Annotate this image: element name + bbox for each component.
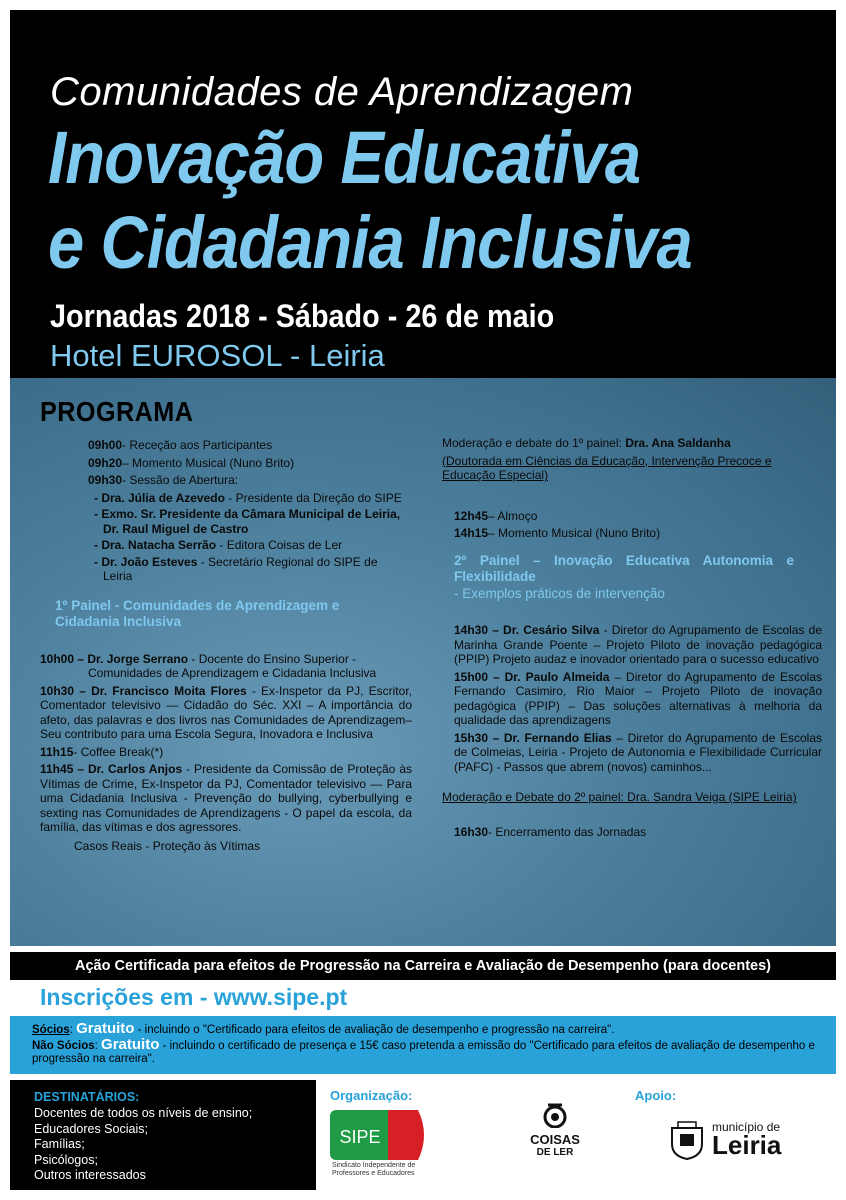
speaker-name: – Dr. Carlos Anjos [73,762,183,776]
opening-speaker [40,555,412,584]
item-text: – Diretor do Agrupamento de Escolas de Colmeias, Leiria - Projeto de Autonomia e Flexibilidade Curricular (PAFC) - Passos que abrem (novos) caminhos... [454,730,822,774]
time: 10h00 [40,651,75,666]
time: 12h45 [454,508,489,523]
header-banner [10,10,836,378]
item-text: - Receção aos Participantes [122,438,273,452]
time: 15h00 [454,669,489,684]
item-text: - Sessão de Abertura: [122,473,239,487]
time: 09h20 [88,455,123,470]
speaker-name: – Dr. Paulo Almeida [488,669,610,684]
footer [10,1080,836,1190]
schedule-item [40,438,412,453]
crest-icon [668,1120,706,1160]
time: 10h30 [40,683,75,698]
speaker-role-2: Leiria [103,569,133,583]
speaker-name: – Dr. Cesário Silva [488,623,600,637]
speaker-role: - Secretário Regional do SIPE de [197,554,378,569]
speaker-name: – Dr. Jorge Serrano [74,651,189,666]
fee-text: - incluindo o "Certificado para efeitos de avaliação de desempenho e progressão na carreira". [134,1024,615,1036]
signup-link[interactable]: Inscrições em - www.sipe.pt [40,984,348,1010]
municipio-leiria-logo [668,1120,828,1170]
time: 15h30 [454,730,489,745]
schedule-item [40,456,412,471]
moderation-2: Moderação e Debate do 2º painel: Dra. Sandra Veiga (SIPE Leiria) [442,790,797,804]
opening-speaker [40,491,412,506]
eye-icon [542,1102,568,1128]
audience-item: Outros interessados [34,1168,146,1182]
opening-speaker [40,538,412,553]
item-text: – Momento Musical (Nuno Brito) [122,455,295,470]
schedule-note: Casos Reais - Proteção às Vítimas [74,838,261,853]
schedule-item [442,526,822,541]
time: 09h00 [88,438,123,452]
audience-item: Docentes de todos os níveis de ensino; [34,1106,253,1120]
item-text: - Ex-Inspetor da PJ, Escritor, Comentador televisivo — Cidadão do Séc. XXI – A importância do afeto, das palavras e dos livros nas Comunidades de Aprendizagem– Seu contributo para uma Escola Segura, Inovadora e Inclusiva [40,683,412,741]
audience-item: Educadores Sociais; [34,1121,148,1136]
moderator-name: Dra. Ana Saldanha [625,436,731,450]
time: 11h45 [40,762,74,776]
item-text: - Docente do Ensino Superior - [188,651,357,666]
venue: Hotel EUROSOL - Leiria [50,338,385,373]
time: 14h30 [454,623,489,637]
item-text: - Presidente da Comissão de Proteção às Vítimas de Crime, Ex-Inspetor da PJ, Comentador televisivo — Para uma Cidadania Inclusiva - Prevenção do bullying, cyberbullying e sexting nas Comunidades de Aprendizagens - O papel da escola, da família, das vítimas e dos agressores. [40,762,412,834]
speaker-name: - Exmo. Sr. Presidente da Câmara Municipal de Leiria, [94,507,401,521]
moderator-description: (Doutorada em Ciências da Educação, Intervenção Precoce e Educação Especial) [442,453,772,482]
time: 09h30 [88,473,123,487]
audience-title: DESTINATÁRIOS: [34,1090,140,1104]
panel-1-title: 1º Painel - Comunidades de Aprendizagem e Cidadania Inclusiva [55,597,340,629]
support-label: Apoio: [635,1088,677,1103]
title-line-2: e Cidadania Inclusiva [48,201,692,284]
program-section [10,378,836,946]
fee-text: - incluindo o certificado de presença e 15€ caso pretenda a emissão do "Certificado para efeitos de avaliação de desempenho e progressão na carreira". [32,1039,815,1065]
time: 14h15 [454,526,489,540]
item-text: – Almoço [488,508,538,523]
speaker-role: - Editora Coisas de Ler [216,538,343,552]
program-right-column [442,436,822,842]
fee-label: Sócios [32,1024,70,1036]
sipe-logo-text: SIPE [339,1127,381,1147]
fee-price: Gratuito [101,1035,160,1053]
time: 11h15 [40,744,74,759]
schedule-item [442,670,822,728]
panel-2-subtitle: - Exemplos práticos de intervenção [454,585,665,601]
time: 16h30 [454,824,489,839]
schedule-item [40,762,412,835]
moderation-label: Moderação e debate do 1º painel: [442,436,626,450]
schedule-item [442,731,822,775]
item-text: – Momento Musical (Nuno Brito) [488,526,661,540]
item-text: – Diretor do Agrupamento de Escolas Fernando Casimiro, Rio Maior – Projeto Piloto de inovação pedagógica (PPIP) – Das soluções alternativas à melhoria da qualidade das aprendizagens [454,669,822,727]
audience-item: Famílias; [34,1137,85,1151]
fee-label: Não Sócios [32,1039,95,1052]
speaker-name: – Dr. Francisco Moita Flores [74,683,247,698]
sipe-logo [330,1110,430,1160]
fee-members: Sócios: Gratuito - incluindo o "Certificado para efeitos de avaliação de desempenho e progressão na carreira". [32,1020,615,1037]
item-text: - Diretor do Agrupamento de Escolas de Marinha Grande Poente – Projeto Piloto de inovação pedagógica (PPIP) Projeto audaz e inovador orientado para o sucesso educativo [454,623,822,666]
event-date: Jornadas 2018 - Sábado - 26 de maio [50,298,555,334]
item-text: - Coffee Break(*) [73,744,164,759]
leiria-small-text: município de [712,1120,781,1134]
item-text: - Encerramento das Jornadas [488,824,647,839]
audience-item: Psicólogos; [34,1152,98,1167]
schedule-item [40,745,412,760]
coisas-line-2: DE LER [536,1147,574,1158]
program-left-column [40,438,412,853]
speaker-name: - Dr. João Esteves [94,554,198,569]
moderation-1 [442,436,822,451]
speaker-role: - Presidente da Direção do SIPE [224,490,402,505]
schedule-item [442,623,822,667]
organization-label: Organização: [330,1088,413,1103]
subtitle: Comunidades de Aprendizagem [50,70,634,114]
fee-price: Gratuito [76,1020,135,1037]
coisas-line-1: COISAS [530,1132,580,1147]
sipe-tagline: Sindicato Independente de Professores e Educadores [332,1162,416,1177]
title-line-1: Inovação Educativa [48,116,641,199]
panel-2-title: 2º Painel – Inovação Educativa Autonomia e Flexibilidade [454,552,794,584]
coisas-de-ler-logo [520,1102,590,1178]
speaker-name-2: Dr. Raul Miguel de Castro [103,521,249,536]
schedule-item [40,473,412,488]
speaker-name: – Dr. Fernando Elias [488,730,612,745]
schedule-item [40,652,412,681]
fee-nonmembers: Não Sócios: Gratuito - incluindo o certificado de presença e 15€ caso pretenda a emissão do "Certificado para efeitos de avaliação de desempenho e progressão na carreira". [32,1035,815,1065]
speaker-name: - Dra. Júlia de Azevedo [94,490,225,505]
item-text-2: Comunidades de Aprendizagem e Cidadania Inclusiva [88,666,377,680]
fees-section [10,1016,836,1074]
audience-box [10,1080,316,1190]
schedule-item [442,825,822,840]
speaker-name: - Dra. Natacha Serrão [94,538,217,552]
opening-speaker [40,507,412,536]
certification-banner: Ação Certificada para efeitos de Progressão na Carreira e Avaliação de Desempenho (para docentes) [10,952,836,980]
program-title: PROGRAMA [40,396,194,427]
schedule-item [442,509,822,524]
leiria-big-text: Leiria [712,1130,782,1160]
schedule-item [40,684,412,742]
